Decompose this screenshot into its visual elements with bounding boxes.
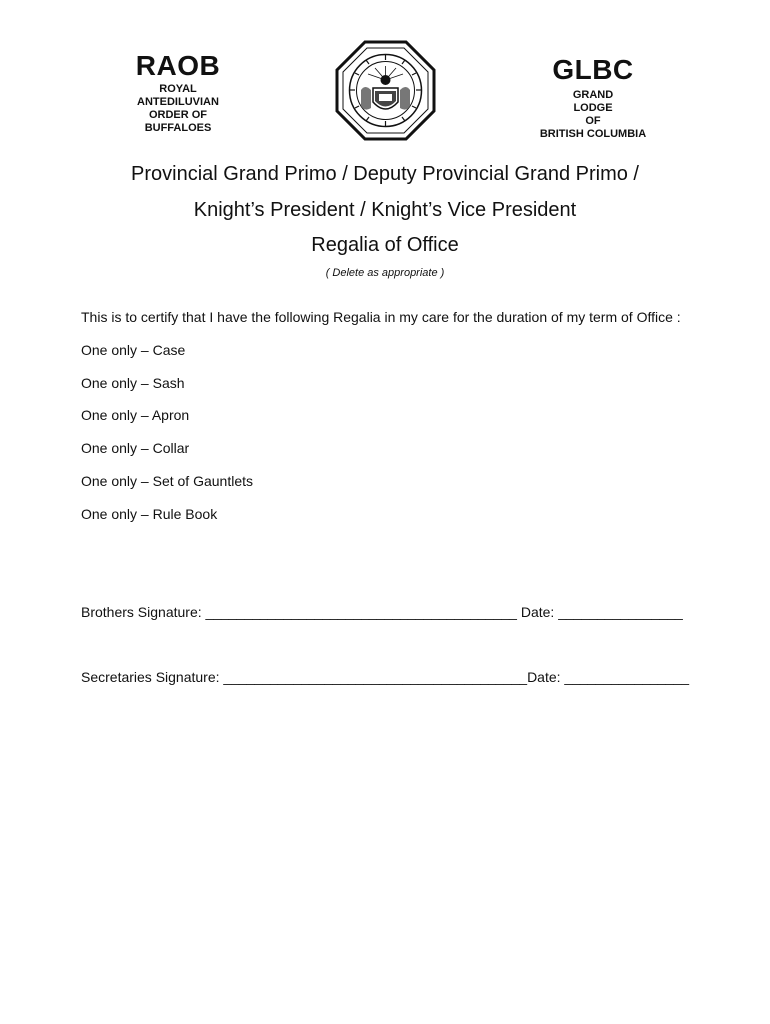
raob-line-4: BUFFALOES (144, 122, 212, 134)
regalia-item-rule-book: One only – Rule Book (81, 506, 218, 522)
raob-abbreviation: RAOB (135, 50, 221, 81)
regalia-item-sash: One only – Sash (81, 375, 185, 391)
certify-statement: This is to certify that I have the following Regalia in my care for the duration of my term of Office : (81, 309, 681, 325)
secretaries-signature-line: Secretaries Signature: _______________________________________Date: ________________ (81, 669, 689, 685)
raob-line-1: ROYAL (159, 83, 197, 95)
brothers-signature-line: Brothers Signature: ________________________________________ Date: ________________ (81, 604, 683, 620)
title-line-3: Regalia of Office (311, 234, 459, 256)
lodge-seal-icon (335, 40, 436, 141)
title-line-1: Provincial Grand Primo / Deputy Provincial Grand Primo / (131, 163, 639, 185)
raob-line-3: ORDER OF (148, 109, 208, 121)
regalia-item-gauntlets: One only – Set of Gauntlets (81, 473, 253, 489)
raob-line-2: ANTEDILUVIAN (137, 96, 219, 108)
glbc-line-4: BRITISH COLUMBIA (539, 128, 647, 140)
delete-note: ( Delete as appropriate ) (325, 267, 445, 279)
regalia-item-apron: One only – Apron (81, 407, 190, 423)
header-left-org (118, 50, 238, 135)
regalia-item-case: One only – Case (81, 342, 186, 358)
glbc-line-3: OF (585, 115, 601, 127)
glbc-line-2: LODGE (573, 102, 613, 114)
regalia-item-collar: One only – Collar (81, 440, 190, 456)
glbc-line-1: GRAND (572, 89, 614, 101)
glbc-abbreviation: GLBC (552, 54, 634, 85)
title-line-2: Knight’s President / Knight’s Vice President (193, 199, 577, 221)
header-right-org (522, 54, 664, 141)
